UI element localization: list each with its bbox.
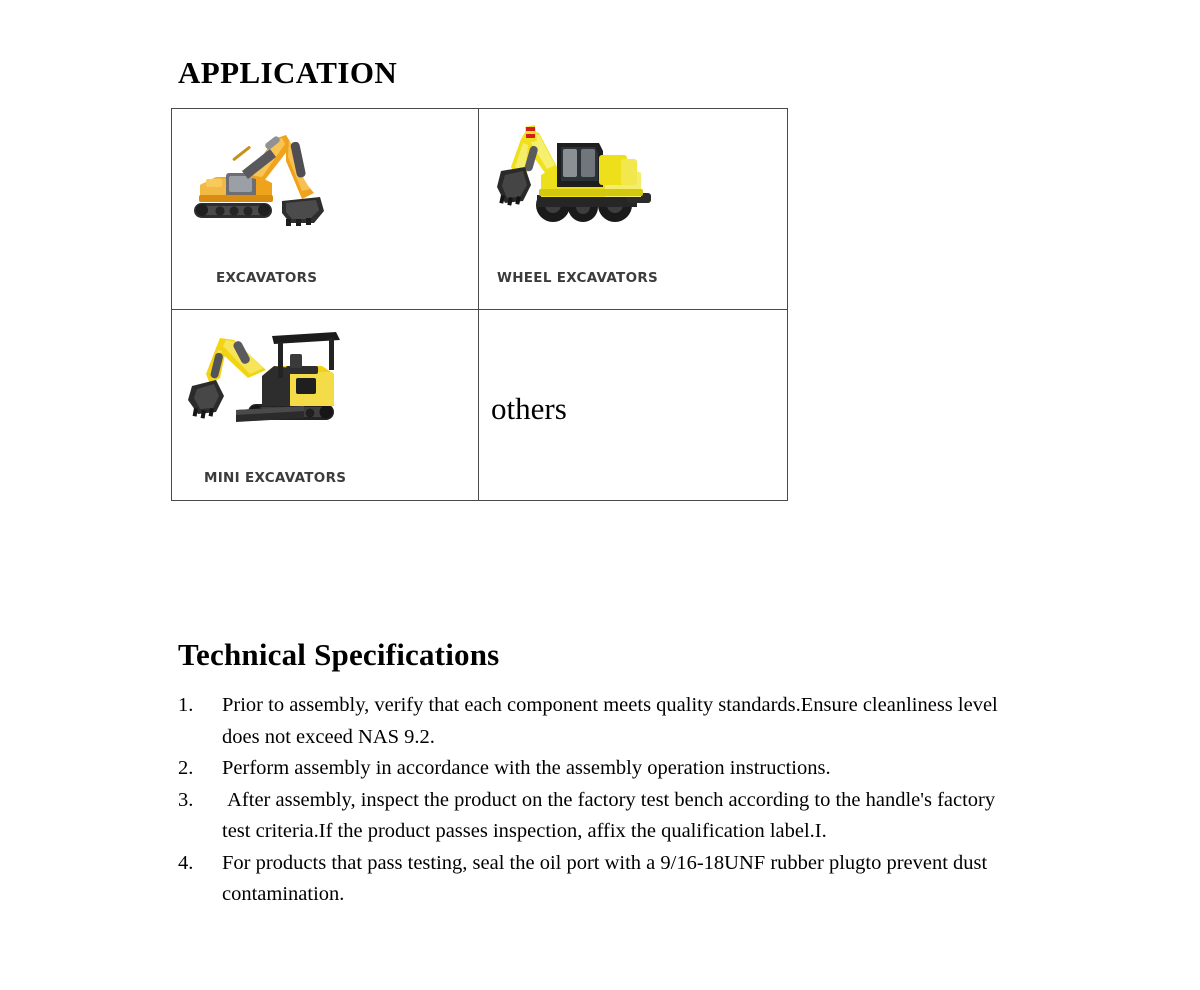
list-item-text: Perform assembly in accordance with the assembly operation instructions.	[222, 757, 831, 779]
technical-specifications-heading: Technical Specifications	[178, 637, 500, 672]
table-row	[172, 109, 788, 310]
list-item-number: 3.	[178, 788, 194, 811]
application-cell-excavators	[172, 109, 479, 310]
application-cell-others	[479, 310, 788, 501]
cell-label-others: others	[491, 391, 567, 426]
list-item	[178, 690, 1018, 753]
table-row	[172, 310, 788, 501]
list-item	[178, 753, 1018, 785]
list-item	[178, 785, 1018, 848]
application-heading: APPLICATION	[178, 55, 398, 90]
list-item-number: 2.	[178, 757, 194, 779]
list-item-number: 1.	[178, 694, 194, 716]
cell-label-wheel-excavators: WHEEL EXCAVATORS	[497, 270, 659, 286]
application-cell-mini-excavators	[172, 310, 479, 501]
mini-excavator-image	[186, 318, 354, 444]
technical-specifications-list	[178, 690, 1018, 911]
list-item	[178, 848, 1018, 911]
application-cell-wheel-excavators	[479, 109, 788, 310]
cell-label-mini-excavators: MINI EXCAVATORS	[204, 470, 347, 486]
list-item-number: 4.	[178, 851, 194, 874]
list-item-text: For products that pass testing, seal the oil port with a 9/16-18UNF rubber plugto prevent dust contamination.	[222, 851, 993, 905]
list-item-text: Prior to assembly, verify that each component meets quality standards.Ensure cleanliness level does not exceed NAS 9.2.	[222, 694, 1003, 748]
application-table	[171, 108, 788, 501]
tracked-excavator-image	[186, 115, 346, 235]
list-item-text: After assembly, inspect the product on the factory test bench according to the handle's factory test criteria.If the product passes inspection, affix the qualification label.I.	[222, 788, 1001, 842]
wheel-excavator-image	[495, 115, 667, 233]
cell-label-excavators: EXCAVATORS	[216, 270, 318, 286]
